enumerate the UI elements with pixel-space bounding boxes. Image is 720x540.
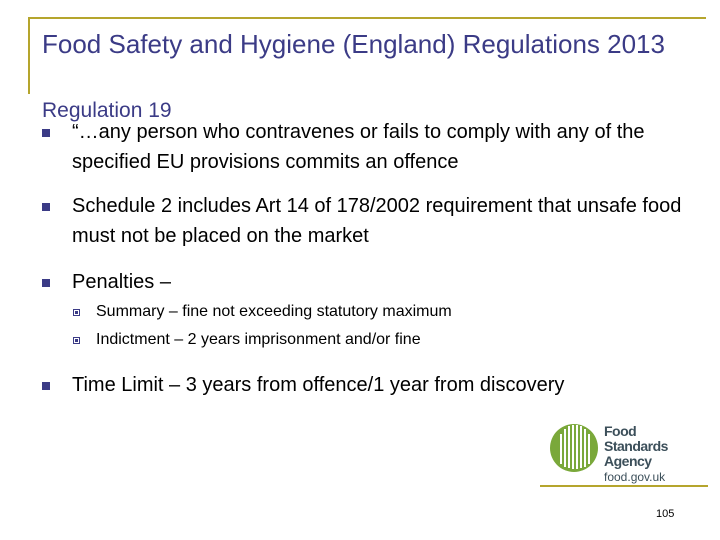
bullet-text: “…any person who contravenes or fails to comply with any of the specified EU provisions commits an offence <box>72 121 645 173</box>
square-bullet-icon <box>42 382 50 390</box>
square-bullet-icon <box>42 203 50 211</box>
frame-top-rule <box>28 17 706 19</box>
logo-line: Food <box>604 423 637 439</box>
page-number: 105 <box>656 508 675 520</box>
hollow-square-bullet-icon <box>73 337 80 344</box>
square-bullet-icon <box>42 129 50 137</box>
sub-bullet-text: Indictment – 2 years imprisonment and/or fine <box>96 331 421 348</box>
logo-line: Standards <box>604 438 668 454</box>
bullet-text: Schedule 2 includes Art 14 of 178/2002 requirement that unsafe food must not be placed on the market <box>72 195 682 247</box>
frame-left-rule <box>28 17 30 94</box>
slide-subtitle: Regulation 19 <box>42 99 172 122</box>
logo-url: food.gov.uk <box>604 470 666 484</box>
bullet-text: Time Limit – 3 years from offence/1 year from discovery <box>72 374 565 396</box>
hollow-square-bullet-icon <box>73 309 80 316</box>
bullet-text: Penalties – <box>72 271 171 293</box>
logo-wordmark <box>604 424 668 469</box>
slide-title: Food Safety and Hygiene (England) Regulations 2013 <box>42 29 665 59</box>
logo-line: Agency <box>604 453 652 469</box>
footer-rule <box>540 485 708 487</box>
sub-bullet-text: Summary – fine not exceeding statutory maximum <box>96 303 452 320</box>
square-bullet-icon <box>42 279 50 287</box>
